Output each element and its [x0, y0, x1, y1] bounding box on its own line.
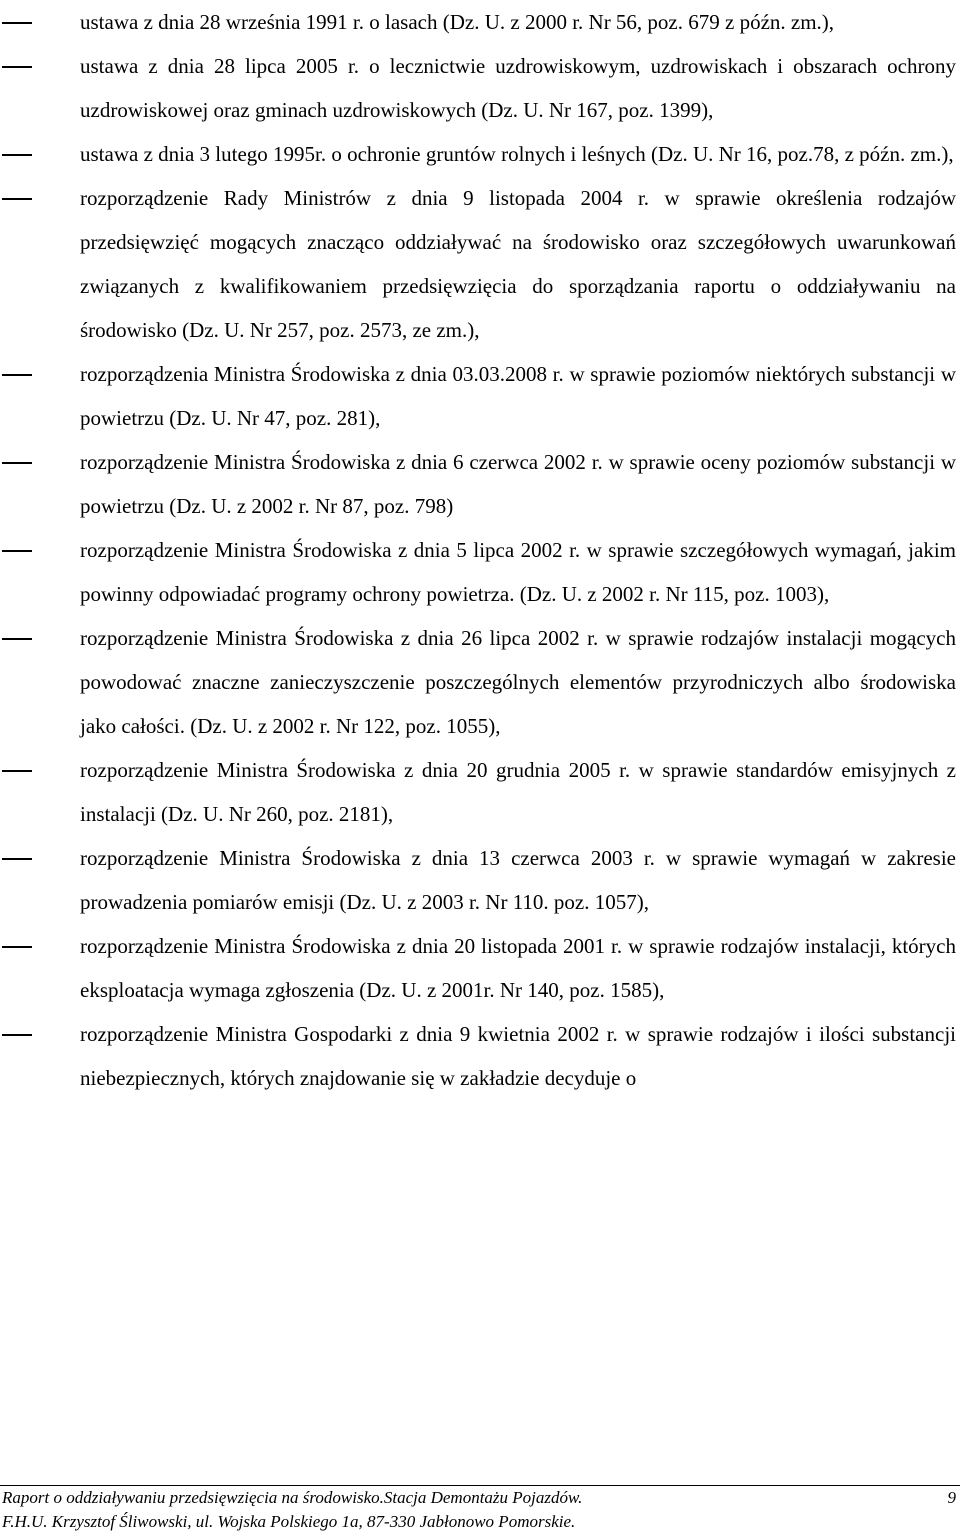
list-item-text: rozporządzenie Ministra Środowiska z dnia 20 grudnia 2005 r. w sprawie standardów emisyjnych z instalacji (Dz. U. Nr 260, poz. 2181),	[80, 758, 956, 826]
list-item	[0, 176, 960, 352]
footer-line-2	[0, 1510, 960, 1534]
list-item-text: rozporządzenie Ministra Gospodarki z dnia 9 kwietnia 2002 r. w sprawie rodzajów i ilości substancji niebezpiecznych, których znajdowanie się w zakładzie decyduje o	[80, 1022, 956, 1090]
list-item	[0, 616, 960, 748]
list-item	[0, 132, 960, 176]
list-item-text: ustawa z dnia 28 września 1991 r. o lasach (Dz. U. z 2000 r. Nr 56, poz. 679 z późn. zm.),	[80, 10, 835, 34]
list-item-text: rozporządzenie Ministra Środowiska z dnia 5 lipca 2002 r. w sprawie szczegółowych wymagań, jakim powinny odpowiadać programy ochrony powietrza. (Dz. U. z 2002 r. Nr 115, poz. 1003),	[80, 538, 956, 606]
list-item	[0, 1012, 960, 1100]
list-item	[0, 352, 960, 440]
list-item-text: ustawa z dnia 28 lipca 2005 r. o lecznictwie uzdrowiskowym, uzdrowiskach i obszarach ochrony uzdrowiskowej oraz gminach uzdrowiskowych (Dz. U. Nr 167, poz. 1399),	[80, 54, 956, 122]
list-item	[0, 748, 960, 836]
list-item	[0, 924, 960, 1012]
page-footer	[0, 1485, 960, 1534]
list-item	[0, 44, 960, 132]
list-item-text: rozporządzenia Ministra Środowiska z dnia 03.03.2008 r. w sprawie poziomów niektórych substancji w powietrzu (Dz. U. Nr 47, poz. 281),	[80, 362, 956, 430]
list-item-text: rozporządzenie Ministra Środowiska z dnia 6 czerwca 2002 r. w sprawie oceny poziomów substancji w powietrzu (Dz. U. z 2002 r. Nr 87, poz. 798)	[80, 450, 956, 518]
list-item-text: rozporządzenie Rady Ministrów z dnia 9 listopada 2004 r. w sprawie określenia rodzajów przedsięwzięć mogących znacząco oddziaływać na środowisko oraz szczegółowych uwarunkowań związanych z kwalifikowaniem przedsięwzięcia do sporządzania raportu o oddziaływaniu na środowisko (Dz. U. Nr 257, poz. 2573, ze zm.),	[80, 186, 956, 342]
footer-company-address: F.H.U. Krzysztof Śliwowski, ul. Wojska Polskiego 1a, 87-330 Jabłonowo Pomorskie.	[2, 1512, 576, 1531]
list-item-text: ustawa z dnia 3 lutego 1995r. o ochronie gruntów rolnych i leśnych (Dz. U. Nr 16, poz.78, z późn. zm.),	[80, 142, 954, 166]
list-item-text: rozporządzenie Ministra Środowiska z dnia 13 czerwca 2003 r. w sprawie wymagań w zakresie prowadzenia pomiarów emisji (Dz. U. z 2003 r. Nr 110. poz. 1057),	[80, 846, 956, 914]
list-item	[0, 0, 960, 44]
list-item	[0, 836, 960, 924]
page-number: 9	[947, 1488, 956, 1507]
footer-report-title: Raport o oddziaływaniu przedsięwzięcia na środowisko.Stacja Demontażu Pojazdów.	[2, 1488, 583, 1507]
list-item-text: rozporządzenie Ministra Środowiska z dnia 20 listopada 2001 r. w sprawie rodzajów instalacji, których eksploatacja wymaga zgłoszenia (Dz. U. z 2001r. Nr 140, poz. 1585),	[80, 934, 956, 1002]
list-item	[0, 528, 960, 616]
list-item	[0, 440, 960, 528]
footer-line-1	[0, 1486, 960, 1510]
list-item-text: rozporządzenie Ministra Środowiska z dnia 26 lipca 2002 r. w sprawie rodzajów instalacji mogących powodować znaczne zanieczyszczenie poszczególnych elementów przyrodniczych albo środowiska jako całości. (Dz. U. z 2002 r. Nr 122, poz. 1055),	[80, 626, 956, 738]
